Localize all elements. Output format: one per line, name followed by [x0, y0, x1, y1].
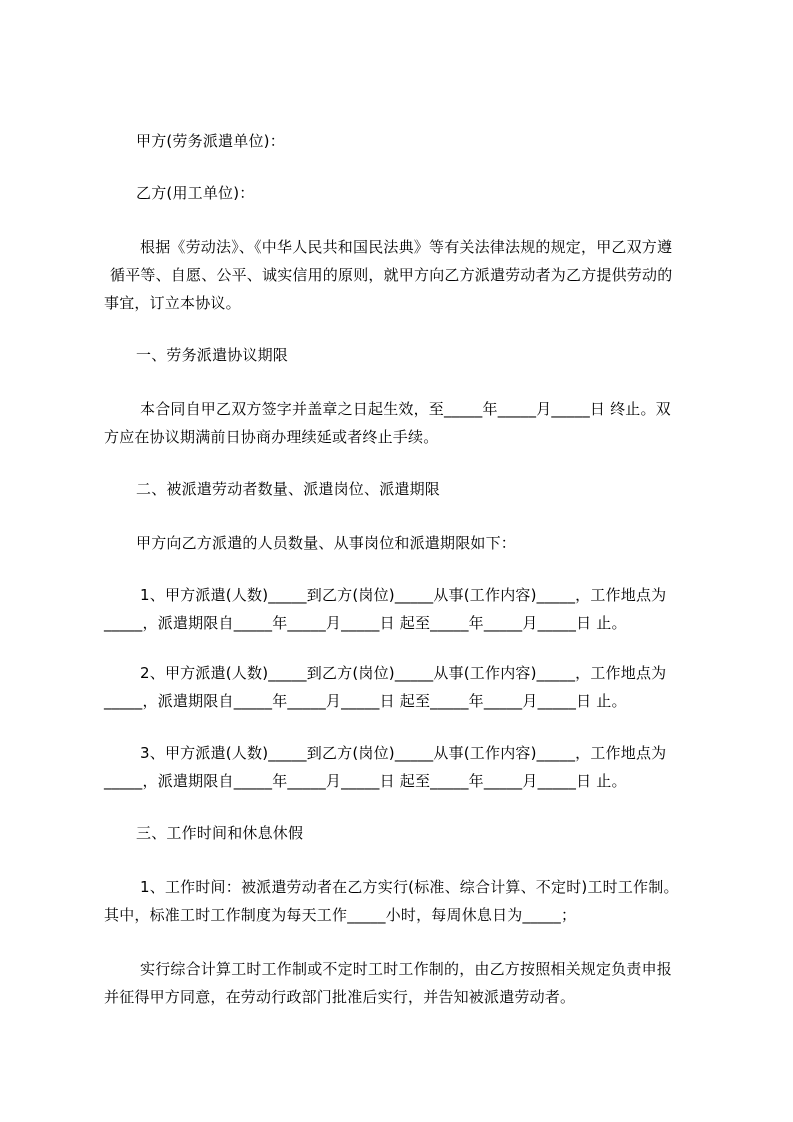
section-1-heading: 一、劳务派遣协议期限 — [136, 346, 289, 364]
item-3-line-1: 3、甲方派遣(人数)_____到乙方(岗位)_____从事(工作内容)_____，工作地点为 — [140, 744, 667, 762]
section-1-line-2: 方应在协议期满前日协商办理续延或者终止手续。 — [104, 428, 439, 446]
item-2-line-2: _____，派遣期限自_____年_____月_____日 起至_____年_____月_____日 止。 — [104, 692, 627, 710]
intro-line-2: 循平等、自愿、公平、诚实信用的原则，就甲方向乙方派遣劳动者为乙方提供劳动的 — [110, 266, 673, 284]
item-3-line-2: _____，派遣期限自_____年_____月_____日 起至_____年_____月_____日 止。 — [104, 772, 627, 790]
item-2-line-1: 2、甲方派遣(人数)_____到乙方(岗位)_____从事(工作内容)_____，工作地点为 — [140, 664, 667, 682]
party-a-line: 甲方(劳务派遣单位)： — [136, 132, 285, 150]
party-b-line: 乙方(用工单位)： — [136, 184, 255, 202]
section-3-item-1-line-2: 其中，标准工时工作制度为每天工作_____小时，每周休息日为_____； — [104, 906, 577, 924]
item-1-line-1: 1、甲方派遣(人数)_____到乙方(岗位)_____从事(工作内容)_____，工作地点为 — [140, 586, 667, 604]
section-2-intro: 甲方向乙方派遣的人员数量、从事岗位和派遣期限如下： — [136, 534, 517, 552]
section-3-para-line-1: 实行综合计算工时工作制或不定时工时工作制的，由乙方按照相关规定负责申报 — [140, 960, 673, 978]
section-3-item-1-line-1: 1、工作时间：被派遣劳动者在乙方实行(标准、综合计算、不定时)工时工作制。 — [140, 878, 679, 896]
section-3-para-line-2: 并征得甲方同意，在劳动行政部门批准后实行，并告知被派遣劳动者。 — [104, 988, 576, 1006]
intro-line-3: 事宜，订立本协议。 — [104, 294, 241, 312]
section-3-heading: 三、工作时间和休息休假 — [136, 824, 304, 842]
intro-line-1: 根据《劳动法》、《中华人民共和国民法典》等有关法律法规的规定，甲乙双方遵 — [140, 238, 673, 256]
section-1-line-1: 本合同自甲乙双方签字并盖章之日起生效，至_____年_____月_____日 终止。双 — [140, 400, 671, 418]
section-2-heading: 二、被派遣劳动者数量、派遣岗位、派遣期限 — [136, 480, 441, 498]
item-1-line-2: _____，派遣期限自_____年_____月_____日 起至_____年_____月_____日 止。 — [104, 614, 627, 632]
